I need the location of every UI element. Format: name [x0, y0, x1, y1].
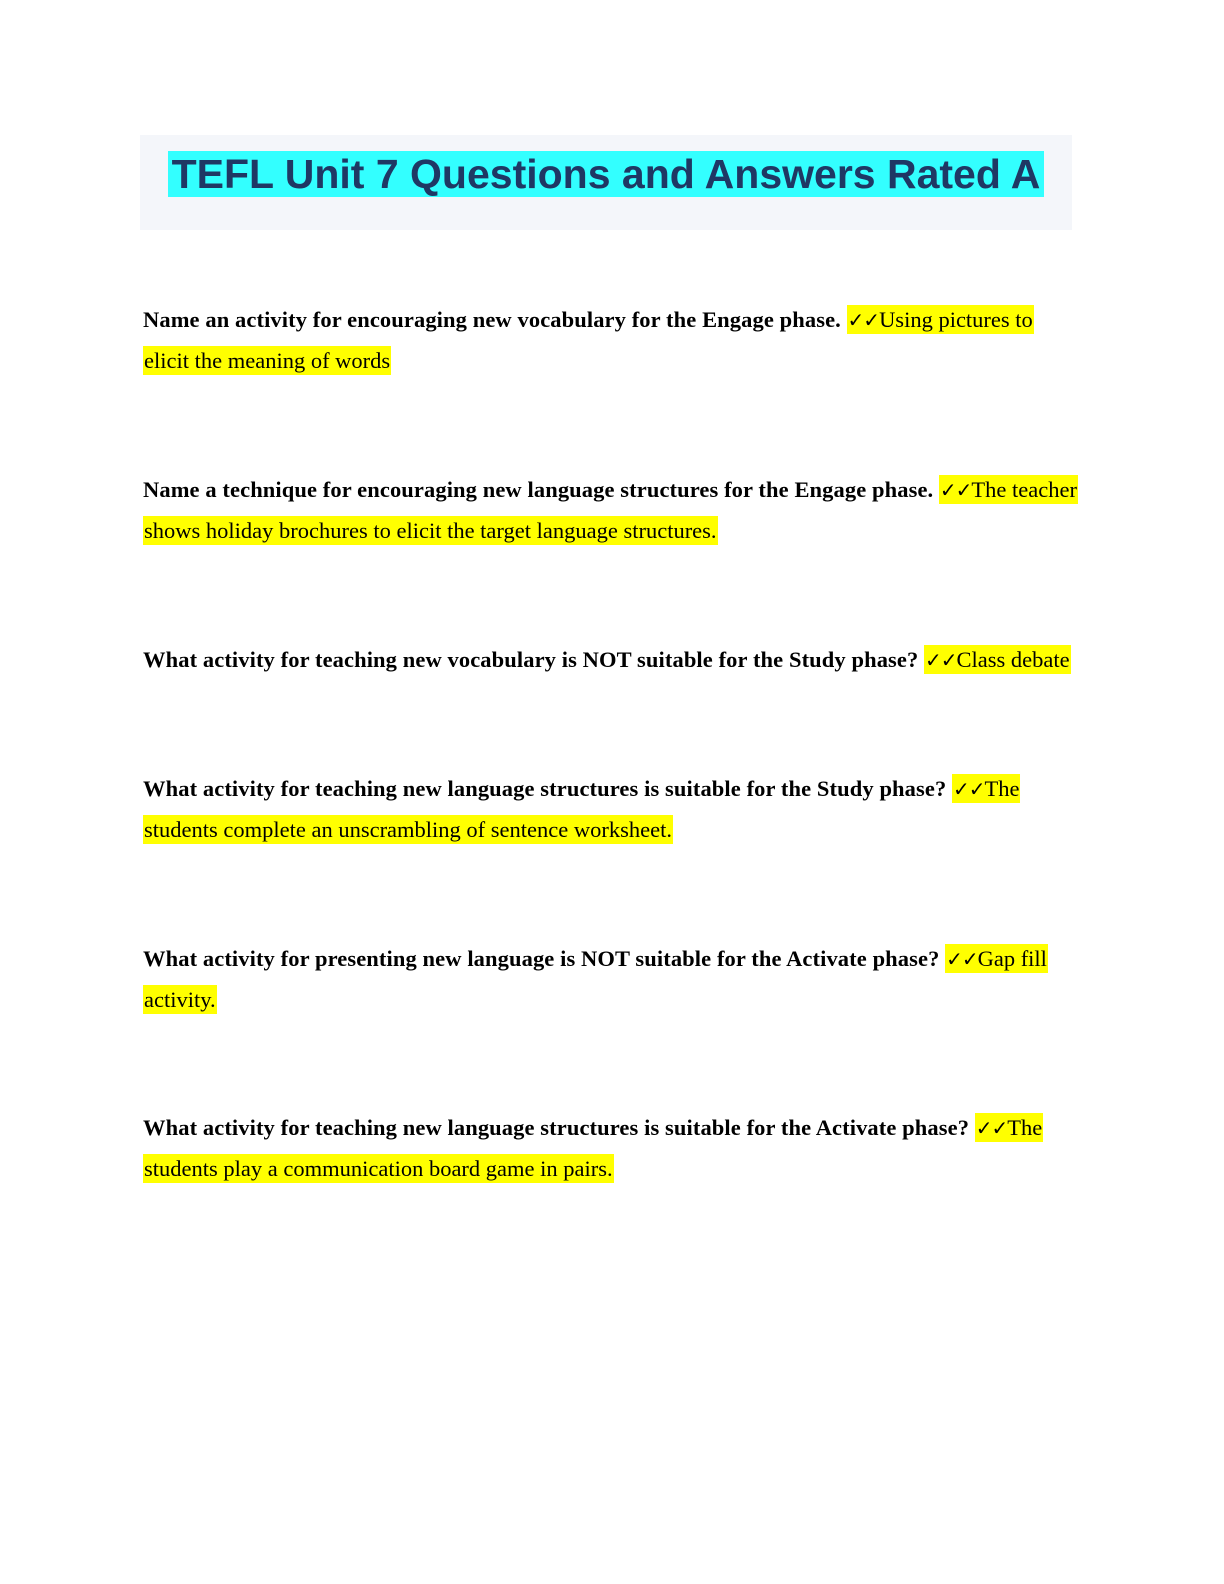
qa-list — [143, 300, 1083, 1278]
check-marks-icon: ✓✓ — [939, 477, 972, 502]
answer-body: Using pictures to elicit the meaning of words — [144, 307, 1033, 373]
document-title-block — [140, 135, 1072, 230]
check-marks-icon: ✓✓ — [952, 776, 985, 801]
check-marks-icon: ✓✓ — [946, 946, 978, 971]
qa-item — [143, 939, 1083, 1021]
check-marks-icon: ✓✓ — [924, 647, 957, 672]
page-title: TEFL Unit 7 Questions and Answers Rated A — [168, 151, 1045, 197]
qa-item — [143, 640, 1083, 681]
question-text: Name a technique for encouraging new language structures for the Engage phase. — [143, 476, 934, 502]
answer-body: The students complete an unscrambling of sentence worksheet. — [144, 775, 1020, 842]
qa-item — [143, 769, 1083, 851]
question-text: What activity for teaching new language structures is suitable for the Activate phase? — [143, 1115, 970, 1141]
question-text: What activity for teaching new language structures is suitable for the Study phase? — [143, 775, 947, 801]
qa-item — [143, 300, 1083, 382]
qa-item — [143, 470, 1083, 552]
answer-body: The teacher shows holiday brochures to elicit the target language structures. — [144, 476, 1077, 543]
answer-body: The students play a communication board game in pairs. — [144, 1115, 1043, 1182]
check-marks-icon: ✓✓ — [847, 308, 880, 332]
question-text: Name an activity for encouraging new vocabulary for the Engage phase. — [143, 307, 841, 332]
answer-text — [924, 645, 1071, 674]
answer-body: Gap fill activity. — [144, 945, 1047, 1012]
answer-body: Class debate — [956, 646, 1070, 672]
question-text: What activity for presenting new language is NOT suitable for the Activate phase? — [143, 945, 940, 971]
qa-item — [143, 1108, 1083, 1190]
question-text: What activity for teaching new vocabulary is NOT suitable for the Study phase? — [143, 646, 919, 672]
check-marks-icon: ✓✓ — [975, 1116, 1008, 1141]
